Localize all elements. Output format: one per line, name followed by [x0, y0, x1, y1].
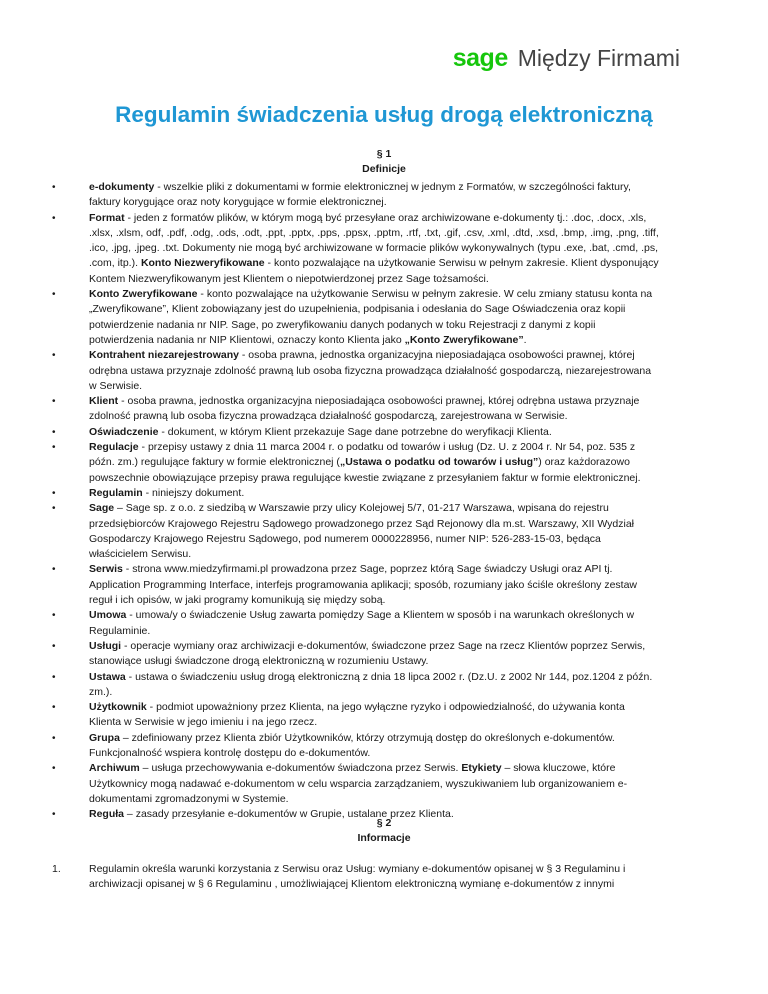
definition-text: - umowa/y o świadczenie Usług zawarta pomiędzy Sage a Klientem w sposób i na warunkach określonych w Regulaminie. [89, 609, 635, 637]
definition-text: - operacje wymiany oraz archiwizacji e-dokumentów, świadczone przez Sage na rzecz Klientów poprzez Serwis, stanowiące usługi świadczone drogą elektroniczną w rozumieniu Ustawy. [89, 639, 646, 668]
definition-text: - osoba prawna, jednostka organizacyjna nieposiadająca osobowości prawnej, której odrębna ustawa przyznaje zdolność prawną lub osoba fizyczna prowadząca działalność gospodarczą, zarejestrowana w Serwisie. [89, 395, 640, 423]
definition-item [0, 180, 659, 211]
definition-item [0, 608, 659, 639]
definition-item [0, 670, 659, 701]
definition-text: - podmiot upoważniony przez Klienta, na jego wyłączne ryzyko i odpowiedzialność, do używania konta Klienta w Serwisie w jego imieniu i na jego rzecz. [89, 701, 625, 729]
definition-item [0, 562, 659, 608]
term: Grupa [89, 731, 120, 744]
definition-text: – słowa kluczowe, które Użytkownicy mogą nadawać e-dokumentom w celu wsparcia zarządzaniem, wyszukiwaniem lub organizowaniem e-dokumentami zgromadzonymi w Systemie. [89, 762, 628, 805]
definitions-list [0, 180, 659, 822]
definition-text: – zdefiniowany przez Klienta zbiór Użytkowników, którzy otrzymują dostęp do określonych e-dokumentów. Funkcjonalność wspiera kontrolę dostępu do e-dokumentów. [89, 731, 615, 759]
term: Usługi [89, 639, 122, 652]
definition-item [0, 639, 659, 670]
definition-item [0, 211, 659, 287]
section-1-number: § 1 [376, 148, 392, 160]
term: Konto Zweryfikowane [89, 288, 198, 301]
section-2-number: § 2 [376, 817, 392, 829]
definition-item [0, 501, 659, 562]
definition-item [0, 761, 659, 807]
term: Kontrahent niezarejestrowany [89, 349, 239, 362]
definition-text: - strona www.miedzyfirmami.pl prowadzona przez Sage, poprzez którą Sage świadczy Usługi oraz API tj. Application Programming Interface, interfejs programowania aplikacji; sposób, rozumiany jako ściśle określony zestaw reguł i ich opisów, w jaki programy komunikują się między sobą. [89, 563, 637, 607]
section-2-title: Informacje [357, 832, 411, 844]
definition-text: - konto pozwalające na użytkowanie Serwisu w pełnym zakresie. W celu zmiany statusu konta na „Zweryfikowane”, Klient zobowiązany jest do uzupełnienia, podpisania i odesłania do Sage Oświadczenia oraz kopii potwierdzenie nadania nr NIP. Sage, po zweryfikowaniu danych podanych w toku Rejestracji z danymi z kopii potwierdzenia nadania nr NIP Klientowi, oznaczy konto Klienta jako [89, 288, 653, 346]
logo [453, 44, 680, 73]
term: Archiwum [89, 762, 140, 775]
term: „Konto Zweryfikowane” [404, 333, 524, 346]
definition-item [0, 731, 659, 762]
definition-text: – usługa przechowywania e-dokumentów świadczona przez Serwis. [139, 762, 462, 775]
definition-text: - wszelkie pliki z dokumentami w formie elektronicznej w jednym z Formatów, w szczególności faktury, faktury korygujące oraz noty korygujące w formie elektronicznej. [89, 181, 631, 209]
paragraph-number: 1. [52, 863, 61, 875]
term: e-dokumenty [89, 181, 155, 193]
definition-text: – zasady przesyłanie e-dokumentów w Grupie, ustalane przez Klienta. [124, 808, 454, 821]
term: Reguła [89, 808, 125, 821]
term: Ustawa [89, 670, 126, 683]
definition-text: - jeden z formatów plików, w którym mogą być przesyłane oraz archiwizowane e-dokumenty tj.: .doc, .docx, .xls, .xlsx, .xlsm, odf, .pdf, .odg, .ods, .odt, .ppt, .pptx, .pps, .ppsx, .pptm, .rtf, .txt, .gif, .csv, .xml, .dtd, .xsd, .bmp, .img, .png, .tiff, .ico, .jpg, .jpeg. .txt. Dokumenty nie mogą być archiwizowane w formacie plików wykonywalnych (typu .exe, .bat, .cmd, .ps, .com, itp.). [89, 211, 659, 270]
logo-tagline: Między Firmami [517, 45, 680, 71]
definition-text: - niniejszy dokument. [142, 486, 245, 499]
definition-text: ) oraz każdorazowo powszechnie obowiązujące przepisy prawa regulujące kwestie związane z przesyłaniem faktur w formie elektronicznej. [89, 456, 641, 484]
definition-item [0, 486, 659, 501]
definition-item [0, 440, 659, 486]
term: Format [89, 211, 125, 224]
definition-text: . [523, 333, 527, 346]
definition-text: – Sage sp. z o.o. z siedzibą w Warszawie przy ulicy Kolejowej 5/7, 01-217 Warszawa, wpisana do rejestru przedsiębiorców Krajowego Rejestru Sądowego prowadzonego przez Sąd Rejonowy dla m.st. Warszawy, XII Wydział Gospodarczy Krajowego Rejestru Sądowego, pod numerem 0000228956, numer NIP: 526-283-15-03, będąca właścicielem Serwisu. [89, 502, 634, 561]
document-title: Regulamin świadczenia usług drogą elektroniczną [115, 102, 653, 127]
term: Regulamin [89, 486, 143, 499]
term: Oświadczenie [89, 425, 159, 438]
definition-item [0, 425, 659, 440]
definition-text: - ustawa o świadczeniu usług drogą elektroniczną z dnia 18 lipca 2002 r. (Dz.U. z 2002 Nr 144, poz.1204 z późn. zm.). [89, 670, 653, 698]
term: Umowa [89, 609, 127, 622]
paragraph-text: Regulamin określa warunki korzystania z Serwisu oraz Usług: wymiany e-dokumentów opisanej w § 3 Regulaminu i archiwizacji opisanej w § 6 Regulaminu , umożliwiającej Klientom elektroniczną wymianę e-dokumentów z innymi [89, 863, 626, 891]
definition-text: - osoba prawna, jednostka organizacyjna nieposiadająca osobowości prawnej, której odrębna ustawa przyznaje zdolność prawną lub osoba fizyczna prowadząca działalność gospodarczą, niezarejestrowana w Serwisie. [89, 349, 652, 392]
term: Klient [89, 395, 119, 408]
term: Użytkownik [89, 701, 147, 714]
definition-item [0, 287, 659, 348]
term: Sage [89, 502, 115, 515]
definition-text: - konto pozwalające na użytkowanie Serwisu w pełnym zakresie. Klient dysponujący Kontem Niezweryfikowanym jest Klientem o niepotwierdzonej przez Sage tożsamości. [89, 257, 659, 285]
section-1-title: Definicje [362, 163, 406, 175]
term: „Ustawa o podatku od towarów i usług” [339, 456, 539, 469]
term: Etykiety [461, 762, 502, 775]
term: Serwis [89, 563, 123, 576]
definition-item [0, 700, 659, 731]
logo-brand: sage [452, 44, 508, 72]
definition-text: - przepisy ustawy z dnia 11 marca 2004 r. o podatku od towarów i usług (Dz. U. z 2004 r. Nr 54, poz. 535 z późn. zm.) regulujące faktury w formie elektronicznej ( [89, 441, 636, 469]
term: Regulacje [89, 441, 139, 454]
definition-text: - dokument, w którym Klient przekazuje Sage dane potrzebne do weryfikacji Klienta. [158, 425, 552, 438]
term: Konto Niezweryfikowane [140, 257, 265, 270]
definition-item [0, 394, 659, 425]
definition-item [0, 348, 659, 394]
